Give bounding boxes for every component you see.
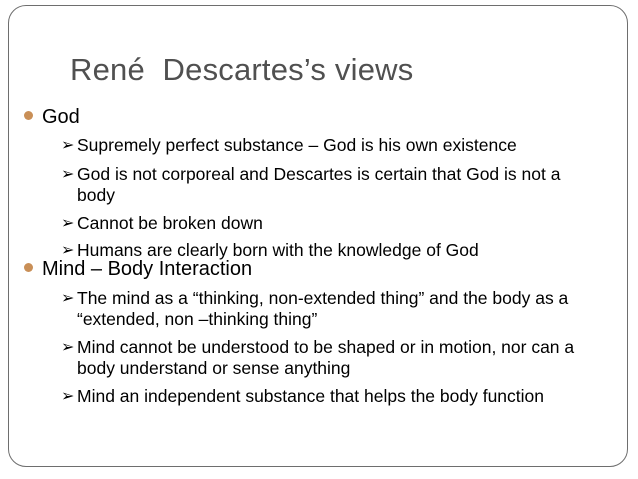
list-item <box>61 213 607 234</box>
bullet-icon <box>24 263 33 272</box>
list-item-text: Supremely perfect substance – God is his own existence <box>77 135 517 155</box>
list-item-text: Mind an independent substance that helps the body function <box>77 386 545 406</box>
list-item-text: Mind cannot be understood to be shaped or in motion, nor can a body understand or sense anything <box>77 337 575 378</box>
list-item <box>61 337 602 379</box>
list-item-text: The mind as a “thinking, non-extended thing” and the body as a “extended, non –thinking thing” <box>77 288 569 329</box>
arrow-bullet-icon: ➢ <box>61 339 75 356</box>
arrow-bullet-icon: ➢ <box>61 290 75 307</box>
section-heading-god <box>24 106 80 128</box>
arrow-bullet-icon: ➢ <box>61 242 75 259</box>
list-item-text: Cannot be broken down <box>77 213 263 233</box>
section-heading-label: Mind – Body Interaction <box>42 258 253 280</box>
section-heading-label: God <box>42 106 80 128</box>
list-item <box>61 386 547 407</box>
list-item <box>61 164 577 206</box>
arrow-bullet-icon: ➢ <box>61 166 75 183</box>
arrow-bullet-icon: ➢ <box>61 388 75 405</box>
slide-title: René Descartes’s views <box>70 52 414 87</box>
section-heading-mind-body <box>24 258 252 280</box>
arrow-bullet-icon: ➢ <box>61 137 75 154</box>
arrow-bullet-icon: ➢ <box>61 215 75 232</box>
bullet-icon <box>24 111 33 120</box>
list-item-text: God is not corporeal and Descartes is certain that God is not a body <box>77 164 561 205</box>
list-item-text: Humans are clearly born with the knowledge of God <box>77 240 479 260</box>
list-item <box>61 288 607 330</box>
list-item <box>61 135 607 156</box>
